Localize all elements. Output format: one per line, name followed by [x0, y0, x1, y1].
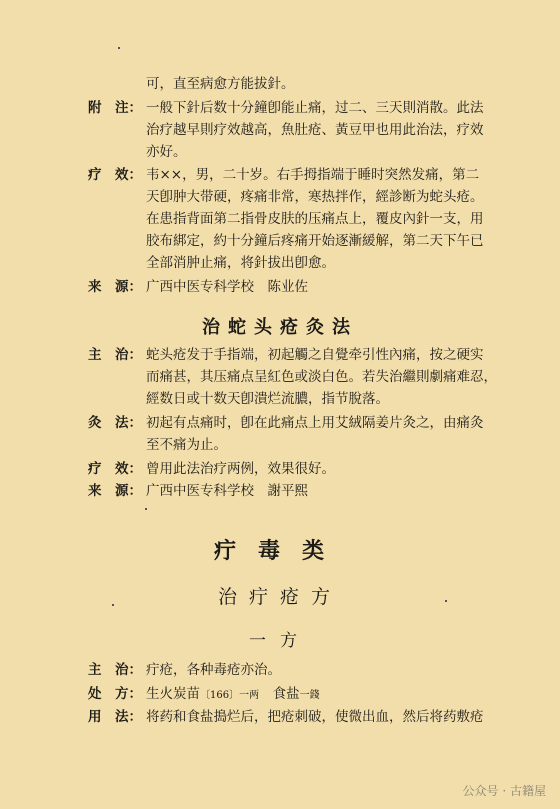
text-line: 治疗越早則疗效越高，魚肚疮、黃豆甲也用此治法，疗效 — [146, 122, 484, 138]
section-heading: 治疔疮方 — [217, 586, 342, 608]
text-line: 至不痛为止。 — [146, 437, 227, 453]
text-line: 曾用此法治疗两例，效果很好。 — [146, 461, 335, 477]
ingredient-name: 食盐 — [259, 686, 300, 702]
label-chufang: 处 方： — [88, 686, 142, 702]
scan-speck — [112, 604, 114, 606]
label-liaoxiao: 疗 效： — [88, 167, 142, 183]
label-jiufa: 灸 法： — [88, 415, 142, 431]
text-line: 广西中医专科学校 謝平熙 — [146, 483, 308, 499]
scan-speck — [445, 600, 447, 602]
text-line: 一般下針后数十分鐘卽能止痛，过二、三天則消散。此法 — [146, 100, 484, 116]
text-line: 胶布綁定，約十分鐘后疼痛开始逐漸緩解，第二天下午已 — [146, 233, 484, 249]
text-line: 全部消肿止痛，将針拔出卽愈。 — [146, 255, 335, 271]
text-line: 天卽肿大带硬，疼痛非常，寒热拌作，經診断为蛇头疮。 — [146, 189, 484, 205]
text-line: 初起有点痛时，卽在此痛点上用艾絨隔姜片灸之，由痛灸 — [146, 415, 484, 431]
label-liaoxiao: 疗 效： — [88, 461, 142, 477]
label-zhuzhi: 主 治： — [88, 347, 142, 363]
ingredient-amount: 一錢 — [299, 690, 320, 701]
text-line: 疔疮，各种毒疮亦治。 — [146, 662, 281, 678]
text-line: 在患指背面第二指骨皮肤的压痛点上，覆皮內針一支，用 — [146, 211, 484, 227]
section-heading: 治蛇头疮灸法 — [202, 317, 358, 338]
text-line: 广西中医专科学校 陈业佐 — [146, 279, 308, 295]
label-laiyuan: 来 源： — [88, 279, 142, 295]
text-line: 經数日或十数天卽潰烂流膿，指节脫落。 — [146, 391, 389, 407]
text-line: 亦好。 — [146, 144, 187, 160]
text-line: 蛇头疮发于手指端，初起觸之自覺牵引性內痛，按之硬实 — [146, 347, 484, 363]
scan-speck — [118, 47, 120, 49]
subsection-heading: 一方 — [249, 631, 311, 651]
chapter-heading: 疔毒类 — [213, 538, 346, 564]
text-line: 可，直至病愈方能拔針。 — [146, 76, 295, 92]
text-line: 韦××，男，二十岁。右手拇指端于睡时突然发痛，第二 — [146, 167, 480, 183]
label-fuzhu: 附 注： — [88, 100, 142, 116]
ingredient-amount: 〔166〕一两 — [200, 690, 260, 701]
prescription-line — [146, 684, 320, 706]
text-line: 而痛甚，其压痛点呈紅色或淡白色。若失治繼則劇痛难忍， — [146, 369, 497, 385]
label-yongfa: 用 法： — [88, 709, 142, 725]
ingredient-name: 生火炭苗 — [146, 686, 200, 702]
scan-speck — [145, 508, 147, 510]
label-zhuzhi: 主 治： — [88, 662, 142, 678]
text-line: 将药和食盐搗烂后，把疮刺破，使微出血，然后将药敷疮 — [146, 709, 484, 725]
label-laiyuan: 来 源： — [88, 483, 142, 499]
watermark-footer: 公众号 · 古籍屋 — [462, 784, 546, 798]
